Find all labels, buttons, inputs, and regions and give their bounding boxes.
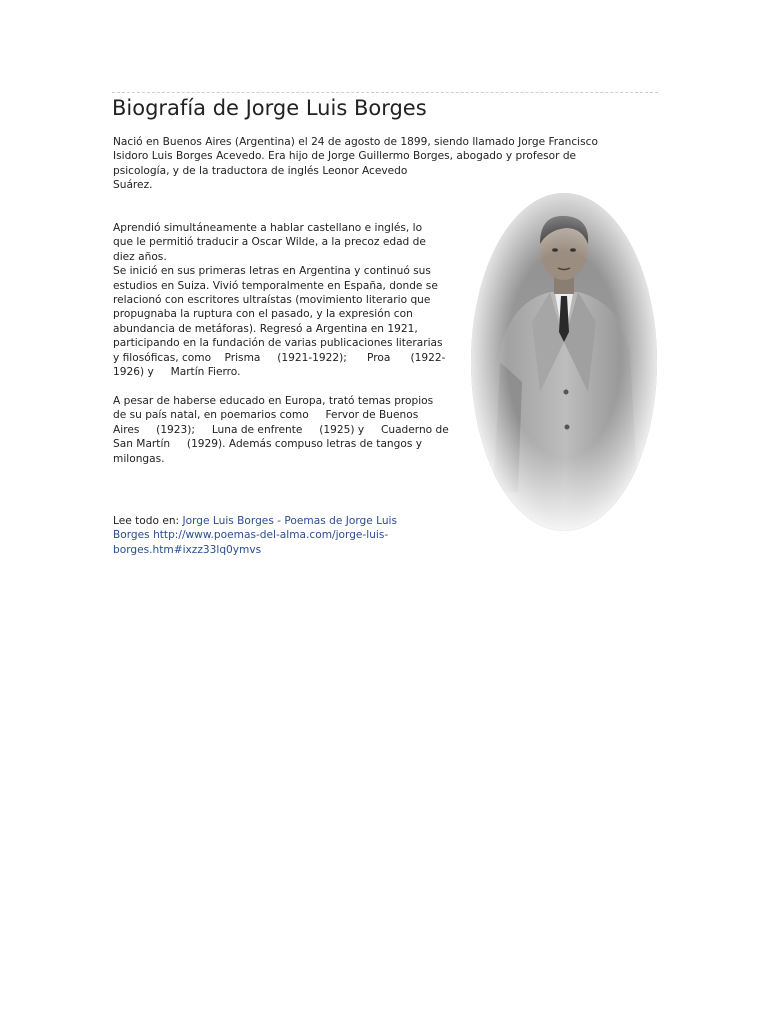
education-line: Se inició en sus primeras letras en Argentina y continuó sus [113,265,431,278]
intro-paragraph [113,135,643,193]
works-paragraph [113,394,469,466]
source-url-line-1: http://www.poemas-del-alma.com/jorge-luis- [153,529,389,542]
works-line: de su país natal, en poemarios como Fervor de Buenos [113,409,419,422]
education-line: que le permitió traducir a Oscar Wilde, a la precoz edad de [113,236,426,249]
intro-line-2: Isidoro Luis Borges Acevedo. Era hijo de Jorge Guillermo Borges, abogado y profesor de [113,150,577,163]
intro-line-4: Suárez. [113,179,153,192]
education-line: participando en la fundación de varias publicaciones literarias [113,337,443,350]
education-line: 1926) y Martín Fierro. [113,366,241,379]
works-line: Aires (1923); Luna de enfrente (1925) y Cuaderno de [113,423,449,436]
read-more-prefix: Lee todo en: [113,515,180,527]
education-line: Aprendió simultáneamente a hablar castellano e inglés, lo [113,222,423,234]
intro-line-3: psicología, y de la traductora de inglés Leonor Acevedo [113,164,408,177]
works-line: milongas. [113,452,165,465]
intro-line-1: Nació en Buenos Aires (Argentina) el 24 de agosto de 1899, siendo llamado Jorge Francisco [113,136,598,148]
education-line: diez años. [113,250,167,263]
source-title-line-1: Jorge Luis Borges - Poemas de Jorge Luis [182,515,397,527]
source-url-link[interactable] [113,529,388,555]
education-line: abundancia de metáforas). Regresó a Argentina en 1921, [113,322,418,335]
education-line: relacionó con escritores ultraístas (movimiento literario que [113,294,431,307]
education-line: estudios en Suiza. Vivió temporalmente en España, donde se [113,279,438,292]
works-line: San Martín (1929). Además compuso letras de tangos y [113,438,423,451]
borges-portrait-photo [470,192,658,532]
education-line: y filosóficas, como Prisma (1921-1922); Proa (1922- [113,351,446,364]
page-title: Biografía de Jorge Luis Borges [112,96,427,120]
works-line: A pesar de haberse educado en Europa, trató temas propios [113,395,434,407]
education-paragraph [113,221,465,379]
education-line: propugnaba la ruptura con el pasado, y la expresión con [113,308,413,321]
source-url-line-2: borges.htm#ixzz33lq0ymvs [113,543,262,556]
read-more-paragraph [113,514,433,557]
source-title-line-2: Borges [113,529,150,542]
